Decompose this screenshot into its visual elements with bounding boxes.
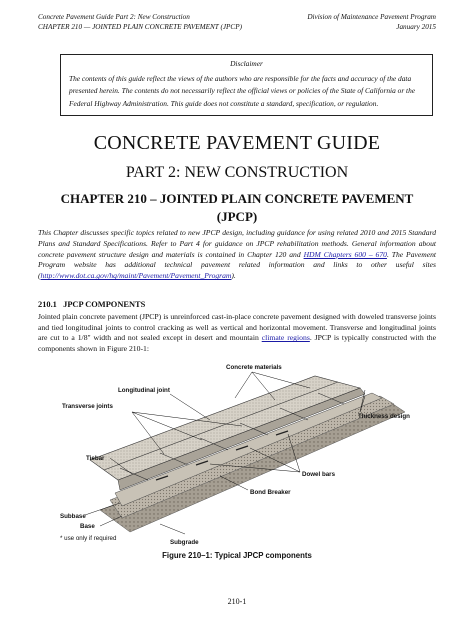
part-title: PART 2: NEW CONSTRUCTION (125, 164, 349, 181)
intro-text-2: . The Pavement Program website has additional technical pavement related information and links to other useful sites ( (38, 249, 436, 281)
header-left-2: CHAPTER 210 — JOINTED PLAIN CONCRETE PAVEMENT (JPCP) (38, 23, 243, 31)
hdm-chapters-link[interactable]: HDM Chapters 600 – 670 (303, 249, 387, 259)
disclaimer-box (60, 54, 433, 116)
guide-title: CONCRETE PAVEMENT GUIDE (93, 132, 381, 154)
section-title: JPCP COMPONENTS (63, 300, 146, 309)
label-transverse-joints: Transverse joints (62, 403, 113, 410)
label-dowel-bars: Dowel bars (302, 471, 336, 478)
section-text-2: . JPCP is typically constructed with the components shown in Figure 210-1: (38, 333, 436, 353)
intro-paragraph (38, 228, 436, 282)
label-subgrade: Subgrade (170, 539, 199, 546)
intro-text-1: This Chapter discusses specific topics related to new JPCP design, including guidance for using related 2010 and 2015 Standard Plans and Standard Specifications. Refer to Part 4 for guidance on JPCP rehabilitation methods. General information about concrete pavement structure design and materials is contained in Chapter 120 and (38, 228, 436, 259)
disclaimer-title: Disclaimer (230, 59, 263, 68)
disclaimer-text: The contents of this guide reflect the views of the authors who are responsible for the facts and accuracy of the data presented herein. The contents do not necessarily reflect the official views or policies of the State of California or the Federal Highway Administration. This guide does not constitute a standard, specification, or regulation. (69, 73, 416, 108)
label-bond-breaker: Bond Breaker (250, 489, 291, 496)
page-number: 210-1 (227, 597, 247, 606)
section-number: 210.1 (38, 300, 57, 309)
label-tiebar: Tiebar (86, 455, 105, 462)
pavement-program-link[interactable]: http://www.dot.ca.gov/hq/maint/Pavement/Pavement_Program (40, 271, 232, 281)
header-right-1: Division of Maintenance Pavement Program (307, 13, 436, 21)
section-paragraph (38, 312, 436, 354)
section-heading (38, 300, 145, 309)
page-header (38, 12, 436, 32)
section-text-1: Jointed plain concrete pavement (JPCP) is unreinforced cast-in-place concrete pavement designed with doweled transverse joints and tied longitudinal joints to control cracking as well as vertical and horizontal movement. Transverse and longitudinal joints are cut to a 1/8" width and not sealed except in desert and mountain (38, 312, 436, 343)
label-subbase: Subbase (60, 513, 86, 520)
label-thickness-design: Thickness design (358, 413, 410, 420)
header-left-1: Concrete Pavement Guide Part 2: New Construction (38, 13, 190, 21)
label-footnote: * use only if required (60, 535, 117, 542)
label-concrete-materials: Concrete materials (226, 364, 282, 371)
chapter-title (0, 190, 474, 226)
chapter-title-line2: (JPCP) (216, 209, 258, 224)
jpcp-components-figure (60, 360, 420, 550)
header-right-2: January 2015 (396, 23, 436, 31)
intro-text-3: ). (231, 271, 236, 281)
climate-regions-link[interactable]: climate regions (261, 333, 310, 343)
label-base: Base (80, 523, 95, 530)
figure-caption: Figure 210–1: Typical JPCP components (162, 551, 312, 560)
label-longitudinal-joint: Longitudinal joint (118, 387, 170, 394)
chapter-title-line1: CHAPTER 210 – JOINTED PLAIN CONCRETE PAVEMENT (60, 191, 414, 206)
